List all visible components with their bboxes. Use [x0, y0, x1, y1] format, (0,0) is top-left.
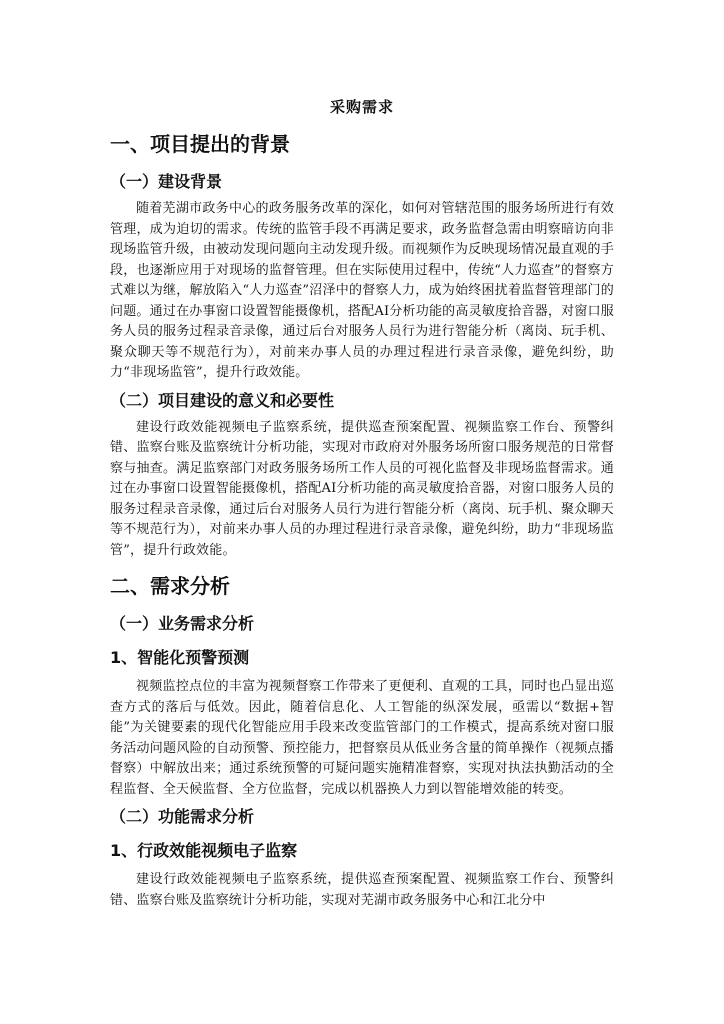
subsection-heading-functional-requirements: （二）功能需求分析: [110, 807, 255, 826]
section-heading-requirements: 二、需求分析: [110, 574, 230, 598]
item-heading-smart-warning: 1、智能化预警预测: [110, 648, 250, 667]
document-title: 采购需求: [329, 98, 394, 116]
paragraph-video-supervision: 建设行政效能视频电子监察系统，提供巡查预案配置、视频监察工作台、预警纠错、监察台账及监察统计分析功能，实现对芜湖市政务服务中心和江北分中: [110, 872, 614, 908]
subsection-heading-significance: （二）项目建设的意义和必要性: [110, 390, 335, 410]
item-heading-video-supervision: 1、行政效能视频电子监察: [110, 841, 298, 860]
paragraph-smart-warning: 视频监控点位的丰富为视频督察工作带来了更便利、直观的工具，同时也凸显出巡查方式的落后与低效。因此，随着信息化、人工智能的纵深发展，亟需以“数据+智能”为关键要素的现代化智能应用手段来改变监管部门的工作模式，提高系统对窗口服务活动问题风险的自动预警、预控能力，把督察员从低业务含量的简单操作（视频点播督察）中解放出来；通过系统预警的可疑问题实施精准督察，实现对执法执勤活动的全程监督、全天候监督、全方位监督，完成以机器换人力到以智能增效能的转变。: [110, 679, 614, 797]
paragraph-construction-background: 随着芜湖市政务中心的政务服务改革的深化，如何对管辖范围的服务场所进行有效管理，成为迫切的需求。传统的监管手段不再满足要求，政务监督急需由明察暗访向非现场监管升级，由被动发现问题向主动发现升级。而视频作为反映现场情况最直观的手段，也逐渐应用于对现场的监督管理。但在实际使用过程中，传统“人力巡查”的督察方式难以为继，解放陷入“人力巡查”沼泽中的督察人力，成为始终困扰着监督管理部门的问题。通过在办事窗口设置智能摄像机，搭配AI分析功能的高灵敏度拾音器，对窗口服务人员的服务过程录音录像，通过后台对服务人员行为进行智能分析（离岗、玩手机、聚众聊天等不规范行为），对前来办事人员的办理过程进行录音录像，避免纠纷，助力“非现场监管”，提升行政效能。: [110, 201, 614, 380]
subsection-heading-business-requirements: （一）业务需求分析: [110, 614, 255, 633]
section-heading-background: 一、项目提出的背景: [110, 132, 290, 156]
subsection-heading-construction-background: （一）建设背景: [110, 172, 223, 191]
paragraph-significance: 建设行政效能视频电子监察系统，提供巡查预案配置、视频监察工作台、预警纠错、监察台账及监察统计分析功能，实现对市政府对外服务场所窗口服务规范的日常督察与抽查。满足监察部门对政务服务场所工作人员的可视化监督及非现场监督需求。通过在办事窗口设置智能摄像机，搭配AI分析功能的高灵敏度拾音器，对窗口服务人员的服务过程录音录像，通过后台对服务人员行为进行智能分析（离岗、玩手机、聚众聊天等不规范行为），对前来办事人员的办理过程进行录音录像，避免纠纷，助力“非现场监管”，提升行政效能。: [110, 419, 614, 558]
